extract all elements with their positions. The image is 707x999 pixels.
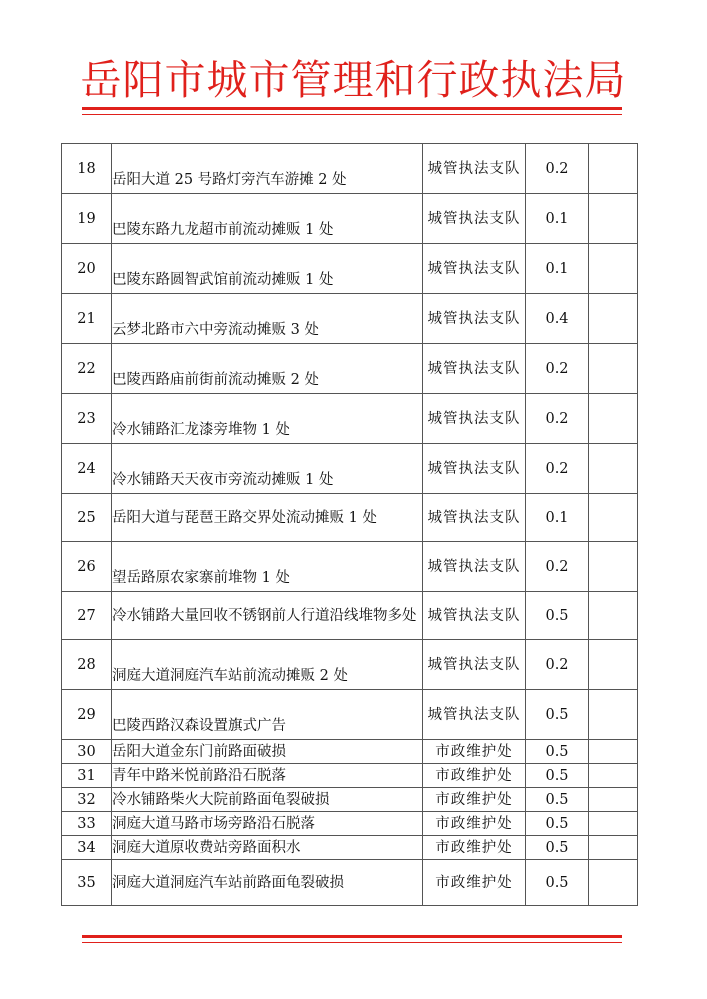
row-location: 岳阳大道与琵琶王路交界处流动摊贩 1 处: [112, 494, 423, 542]
row-department: 城管执法支队: [423, 640, 526, 690]
row-remark: [589, 294, 638, 344]
row-remark: [589, 244, 638, 294]
row-score: 0.5: [526, 860, 589, 906]
row-location: 云梦北路市六中旁流动摊贩 3 处: [112, 294, 423, 344]
row-number: 33: [62, 812, 112, 836]
row-score: 0.1: [526, 244, 589, 294]
row-location: 洞庭大道洞庭汽车站前流动摊贩 2 处: [112, 640, 423, 690]
row-score: 0.2: [526, 640, 589, 690]
table-row: [62, 690, 638, 740]
row-department: 市政维护处: [423, 788, 526, 812]
row-location: 洞庭大道原收费站旁路面积水: [112, 836, 423, 860]
table-row: [62, 444, 638, 494]
table-row: [62, 542, 638, 592]
row-location: 岳阳大道金东门前路面破损: [112, 740, 423, 764]
row-number: 34: [62, 836, 112, 860]
row-department: 市政维护处: [423, 764, 526, 788]
row-score: 0.5: [526, 740, 589, 764]
row-number: 21: [62, 294, 112, 344]
footer-rule-thin: [82, 942, 622, 943]
table-row: [62, 788, 638, 812]
row-remark: [589, 740, 638, 764]
row-score: 0.5: [526, 690, 589, 740]
row-remark: [589, 764, 638, 788]
header-rule-thick: [82, 107, 622, 110]
row-score: 0.2: [526, 344, 589, 394]
table-row: [62, 592, 638, 640]
row-remark: [589, 144, 638, 194]
table-row: [62, 640, 638, 690]
row-score: 0.1: [526, 494, 589, 542]
row-score: 0.1: [526, 194, 589, 244]
table-row: [62, 860, 638, 906]
row-score: 0.2: [526, 144, 589, 194]
row-score: 0.5: [526, 812, 589, 836]
row-score: 0.5: [526, 764, 589, 788]
row-number: 31: [62, 764, 112, 788]
row-location: 冷水铺路大量回收不锈钢前人行道沿线堆物多处: [112, 592, 423, 640]
row-location: 洞庭大道马路市场旁路沿石脱落: [112, 812, 423, 836]
table-row: [62, 494, 638, 542]
row-location: 巴陵东路圆智武馆前流动摊贩 1 处: [112, 244, 423, 294]
row-remark: [589, 640, 638, 690]
row-score: 0.5: [526, 592, 589, 640]
row-department: 市政维护处: [423, 836, 526, 860]
table-row: [62, 740, 638, 764]
row-number: 26: [62, 542, 112, 592]
row-number: 22: [62, 344, 112, 394]
row-department: 城管执法支队: [423, 494, 526, 542]
row-remark: [589, 592, 638, 640]
row-number: 20: [62, 244, 112, 294]
row-department: 城管执法支队: [423, 144, 526, 194]
row-department: 城管执法支队: [423, 394, 526, 444]
row-department: 城管执法支队: [423, 690, 526, 740]
row-number: 19: [62, 194, 112, 244]
table-row: [62, 294, 638, 344]
row-remark: [589, 344, 638, 394]
row-department: 市政维护处: [423, 812, 526, 836]
row-number: 28: [62, 640, 112, 690]
table-row: [62, 194, 638, 244]
header-rule-thin: [82, 114, 622, 115]
footer-rule-thick: [82, 935, 622, 938]
row-remark: [589, 194, 638, 244]
row-number: 27: [62, 592, 112, 640]
row-location: 巴陵西路汉森设置旗式广告: [112, 690, 423, 740]
row-remark: [589, 444, 638, 494]
table-row: [62, 144, 638, 194]
row-location: 巴陵东路九龙超市前流动摊贩 1 处: [112, 194, 423, 244]
row-department: 城管执法支队: [423, 194, 526, 244]
table-body: [62, 144, 638, 906]
row-department: 城管执法支队: [423, 444, 526, 494]
row-location: 望岳路原农家寨前堆物 1 处: [112, 542, 423, 592]
row-department: 市政维护处: [423, 740, 526, 764]
row-remark: [589, 788, 638, 812]
row-number: 30: [62, 740, 112, 764]
table-row: [62, 394, 638, 444]
page-title: 岳阳市城市管理和行政执法局: [80, 56, 627, 104]
row-remark: [589, 494, 638, 542]
row-number: 18: [62, 144, 112, 194]
row-department: 城管执法支队: [423, 344, 526, 394]
row-remark: [589, 860, 638, 906]
row-remark: [589, 394, 638, 444]
row-number: 25: [62, 494, 112, 542]
row-score: 0.5: [526, 836, 589, 860]
row-score: 0.2: [526, 444, 589, 494]
row-score: 0.4: [526, 294, 589, 344]
row-department: 城管执法支队: [423, 542, 526, 592]
row-location: 巴陵西路庙前街前流动摊贩 2 处: [112, 344, 423, 394]
table-row: [62, 812, 638, 836]
row-department: 城管执法支队: [423, 244, 526, 294]
row-department: 城管执法支队: [423, 294, 526, 344]
row-remark: [589, 836, 638, 860]
row-number: 23: [62, 394, 112, 444]
row-remark: [589, 542, 638, 592]
table-row: [62, 764, 638, 788]
row-location: 冷水铺路汇龙漆旁堆物 1 处: [112, 394, 423, 444]
table-row: [62, 244, 638, 294]
row-number: 29: [62, 690, 112, 740]
row-location: 洞庭大道洞庭汽车站前路面龟裂破损: [112, 860, 423, 906]
row-department: 市政维护处: [423, 860, 526, 906]
row-number: 32: [62, 788, 112, 812]
row-location: 青年中路米悦前路沿石脱落: [112, 764, 423, 788]
row-remark: [589, 812, 638, 836]
row-location: 冷水铺路柴火大院前路面龟裂破损: [112, 788, 423, 812]
row-department: 城管执法支队: [423, 592, 526, 640]
row-remark: [589, 690, 638, 740]
inspection-table: [61, 143, 638, 906]
table-row: [62, 836, 638, 860]
row-location: 岳阳大道 25 号路灯旁汽车游摊 2 处: [112, 144, 423, 194]
row-score: 0.2: [526, 394, 589, 444]
row-location: 冷水铺路天天夜市旁流动摊贩 1 处: [112, 444, 423, 494]
table-row: [62, 344, 638, 394]
row-number: 24: [62, 444, 112, 494]
row-number: 35: [62, 860, 112, 906]
row-score: 0.5: [526, 788, 589, 812]
row-score: 0.2: [526, 542, 589, 592]
